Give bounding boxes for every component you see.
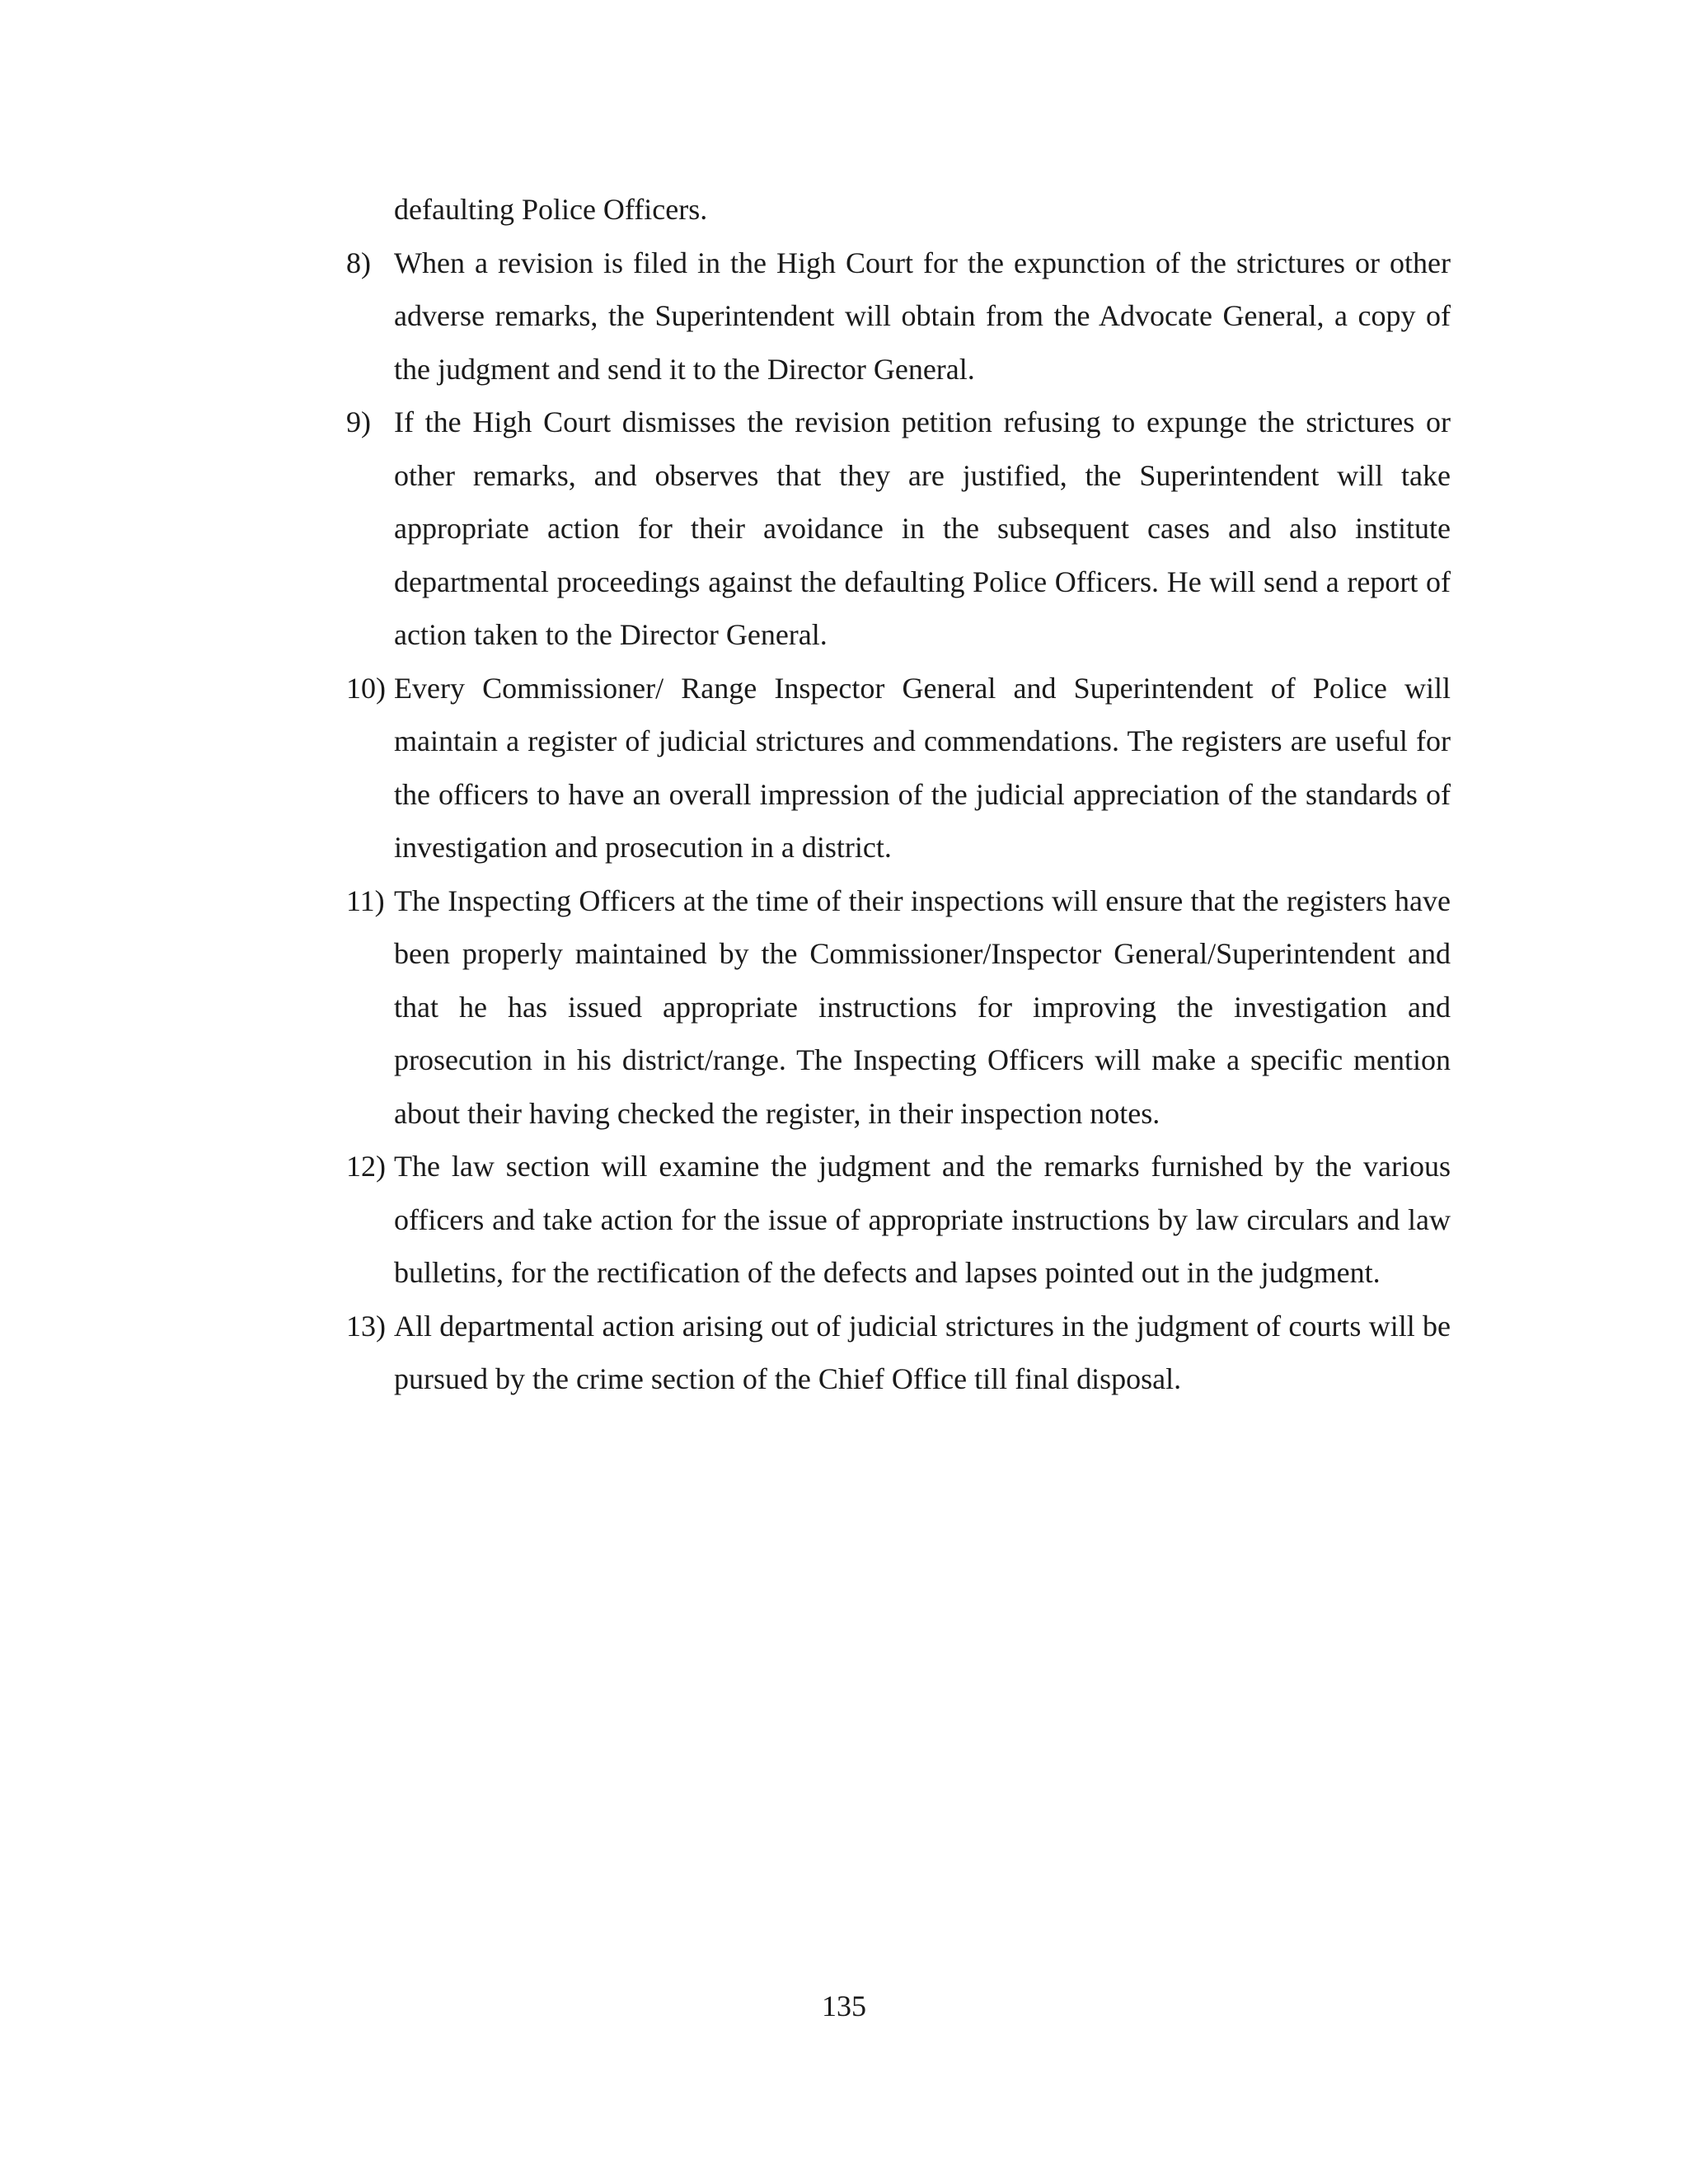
item-text: All departmental action arising out of judicial strictures in the judgment of courts will be pursued by the crime section of the Chief Office till final disposal. — [394, 1309, 1451, 1395]
list-item-12 — [346, 1140, 1451, 1300]
item-number: 13) — [346, 1309, 386, 1343]
list-item-9 — [346, 396, 1451, 662]
list-item-8 — [346, 237, 1451, 396]
item-text: When a revision is filed in the High Court for the expunction of the strictures or other adverse remarks, the Superintendent will obtain from the Advocate General, a copy of the judgment and send it to the Director General. — [394, 246, 1451, 386]
document-body — [346, 183, 1451, 1406]
item-text: The Inspecting Officers at the time of their inspections will ensure that the registers have been properly maintained by the Commissioner/Inspector General/Superintendent and that he has issued appropriate instructions for improving the investigation and prosecution in his district/range. The Inspecting Officers will make a specific mention about their having checked the register, in their inspection notes. — [394, 883, 1451, 1130]
item-number: 12) — [346, 1150, 386, 1183]
page-number: 135 — [822, 1990, 866, 2022]
list-item-11 — [346, 874, 1451, 1141]
item-number: 10) — [346, 671, 386, 705]
item-text: The law section will examine the judgment and the remarks furnished by the various officers and take action for the issue of appropriate instructions by law circulars and law bulletins, for the rectification of the defects and lapses pointed out in the judgment. — [394, 1150, 1451, 1289]
item-number: 8) — [346, 246, 371, 279]
item-number: 9) — [346, 405, 371, 438]
list-item-13 — [346, 1300, 1451, 1406]
item-text: If the High Court dismisses the revision petition refusing to expunge the strictures or other remarks, and observes that they are justified, the Superintendent will take appropriate action for their avoidance in the subsequent cases and also institute departmental proceedings against the defaulting Police Officers. He will send a report of action taken to the Director General. — [394, 405, 1451, 651]
item-text: Every Commissioner/ Range Inspector General and Superintendent of Police will maintain a register of judicial strictures and commendations. The registers are useful for the officers to have an overall impression of the judicial appreciation of the standards of investigation and prosecution in a district. — [394, 671, 1451, 864]
continuation-text: defaulting Police Officers. — [394, 193, 708, 226]
list-item-10 — [346, 662, 1451, 874]
item-number: 11) — [346, 883, 385, 917]
